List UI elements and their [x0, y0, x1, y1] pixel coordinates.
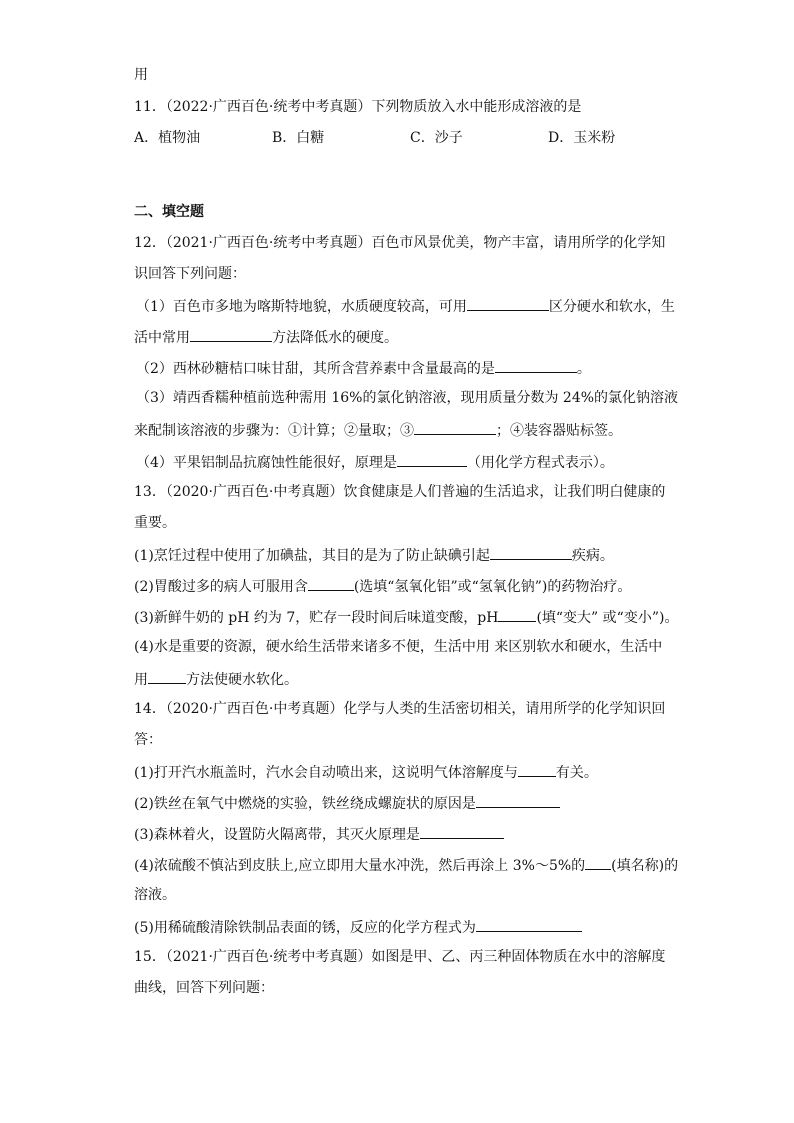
q12-p3-text-a: （3）靖西香糯种植前选种需用 16%的氯化钠溶液，现用质量分数为 24%的氯化钠溶液: [136, 390, 679, 406]
q14-part-1: [134, 762, 598, 782]
answer-blank[interactable]: [414, 420, 496, 435]
question-12-stem-cont: [134, 265, 246, 283]
q14-p4-text-b: (填名称)的: [611, 858, 679, 874]
q13-p1-text-a: (1)烹饪过程中使用了加碘盐，其目的是为了防止缺碘引起: [134, 548, 490, 564]
q13-part-3: [134, 607, 678, 627]
q13-part-4: [134, 638, 662, 656]
q13-stem-line2: 重要。: [134, 515, 176, 531]
question-15-stem: [134, 948, 665, 966]
q12-p1-text-a: （1）百色市多地为喀斯特地貌，水质硬度较高，可用: [136, 299, 467, 315]
q14-p2-text-a: (2)铁丝在氧气中燃烧的实验，铁丝绕成螺旋状的原因是: [134, 796, 476, 812]
q12-part-3: [136, 389, 678, 407]
q14-p4-text-c: 溶液。: [134, 887, 176, 903]
q12-p1-text-b: 区分硬水和软水，生: [548, 299, 675, 315]
q14-part-4: [134, 855, 678, 875]
q13-p2-text-a: (2)胃酸过多的病人可服用含: [134, 579, 308, 595]
q12-p1-text-c: 活中常用: [134, 330, 190, 346]
answer-blank[interactable]: [467, 296, 549, 311]
q14-p4-text-a: (4)浓硫酸不慎沾到皮肤上,应立即用大量水冲洗，然后再涂上 3%～5%的: [134, 858, 586, 874]
q13-stem-line1: 13．（2020·广西百色·中考真题）饮食健康是人们普遍的生活追求，让我们明白健康的: [134, 484, 666, 500]
answer-blank[interactable]: [495, 358, 577, 373]
text-fragment: [134, 66, 148, 84]
answer-blank[interactable]: [476, 793, 560, 808]
question-13-stem: [134, 483, 665, 501]
q12-p1-text-d: 方法降低水的硬度。: [272, 330, 398, 346]
q14-stem-line1: 14．（2020·广西百色·中考真题）化学与人类的生活密切相关，请用所学的化学知识回: [134, 701, 666, 717]
q14-part-5: [134, 917, 582, 937]
q11-option-b: B．白糖: [272, 130, 325, 146]
q11-stem-text: 11．（2022·广西百色·统考中考真题）下列物质放入水中能形成溶液的是: [134, 99, 582, 115]
q14-part-4-cont: [134, 886, 176, 904]
q13-p1-text-b: 疾病。: [571, 548, 614, 564]
q13-p4-text-c: 方法使硬水软化。: [186, 672, 298, 688]
q14-stem-line2: 答：: [134, 732, 162, 748]
q13-part-1: [134, 545, 614, 565]
answer-blank[interactable]: [397, 452, 467, 467]
q11-option-c: C．沙子: [410, 130, 463, 146]
q14-p1-text-a: (1)打开汽水瓶盖时，汽水会自动喷出来，这说明气体溶解度与: [134, 765, 518, 781]
fragment-text: 用: [134, 67, 148, 83]
q14-part-3: [134, 824, 504, 844]
question-12-stem: [134, 234, 665, 252]
question-13-stem-cont: [134, 514, 176, 532]
q13-p2-text-b: (选填“氢氧化铝”或“氢氧化钠”)的药物治疗。: [353, 579, 632, 595]
q11-option-d: D．玉米粉: [548, 130, 616, 146]
answer-blank[interactable]: [148, 669, 186, 684]
q13-part-2: [134, 576, 631, 596]
answer-blank[interactable]: [518, 762, 556, 777]
q12-stem-line2: 识回答下列问题：: [134, 266, 246, 282]
q12-p4-text-a: （4）平果铝制品抗腐蚀性能很好，原理是: [136, 455, 397, 471]
q13-p4-text-b: 用: [134, 672, 148, 688]
question-14-stem-cont: [134, 731, 162, 749]
q12-p2-text-b: 。: [576, 361, 591, 377]
answer-blank[interactable]: [498, 607, 536, 622]
q12-part-3-cont: [134, 420, 622, 440]
q12-stem-line1: 12．（2021·广西百色·统考中考真题）百色市风景优美，物产丰富，请用所学的化学知: [134, 235, 666, 251]
q12-part-2: [136, 358, 591, 378]
q12-p3-text-b: 来配制该溶液的步骤为：①计算；②量取；③: [134, 423, 414, 439]
q12-p3-text-c: ；④装容器贴标签。: [496, 423, 622, 439]
q12-part-4: [136, 452, 614, 472]
question-15-stem-cont: [134, 979, 274, 997]
q15-stem-line2: 曲线，回答下列问题：: [134, 980, 274, 996]
answer-blank[interactable]: [476, 917, 582, 932]
q13-p4-text-a: (4)水是重要的资源，硬水给生活带来诸多不便，生活中用 来区别软水和硬水，生活中: [134, 639, 663, 655]
answer-blank[interactable]: [308, 576, 354, 591]
q14-p3-text-a: (3)森林着火，设置防火隔离带，其灭火原理是: [134, 827, 420, 843]
q13-p3-text-b: (填“变大” 或“变小”)。: [536, 610, 679, 626]
q13-part-4-cont: [134, 669, 298, 689]
q13-p3-text-a: (3)新鲜牛奶的 pH 约为 7，贮存一段时间后味道变酸，pH: [134, 610, 499, 626]
q15-stem-line1: 15．（2021·广西百色·统考中考真题）如图是甲、乙、丙三种固体物质在水中的溶解度: [134, 949, 666, 965]
q12-p4-text-b: （用化学方程式表示）。: [466, 455, 614, 471]
question-11-stem: [134, 98, 581, 116]
q12-part-1: [136, 296, 675, 316]
q14-p5-text-a: (5)用稀硫酸清除铁制品表面的锈，反应的化学方程式为: [134, 920, 476, 936]
question-14-stem: [134, 700, 665, 718]
q11-option-a: A．植物油: [134, 130, 201, 146]
answer-blank[interactable]: [190, 327, 272, 342]
answer-blank[interactable]: [420, 824, 504, 839]
q14-part-2: [134, 793, 560, 813]
q12-part-1-cont: [134, 327, 398, 347]
q14-p1-text-b: 有关。: [555, 765, 598, 781]
section-title-fill-in: 二、填空题: [134, 204, 204, 220]
answer-blank[interactable]: [490, 545, 572, 560]
answer-blank[interactable]: [585, 855, 611, 870]
q12-p2-text-a: （2）西林砂糖桔口味甘甜，其所含营养素中含量最高的是: [136, 361, 495, 377]
